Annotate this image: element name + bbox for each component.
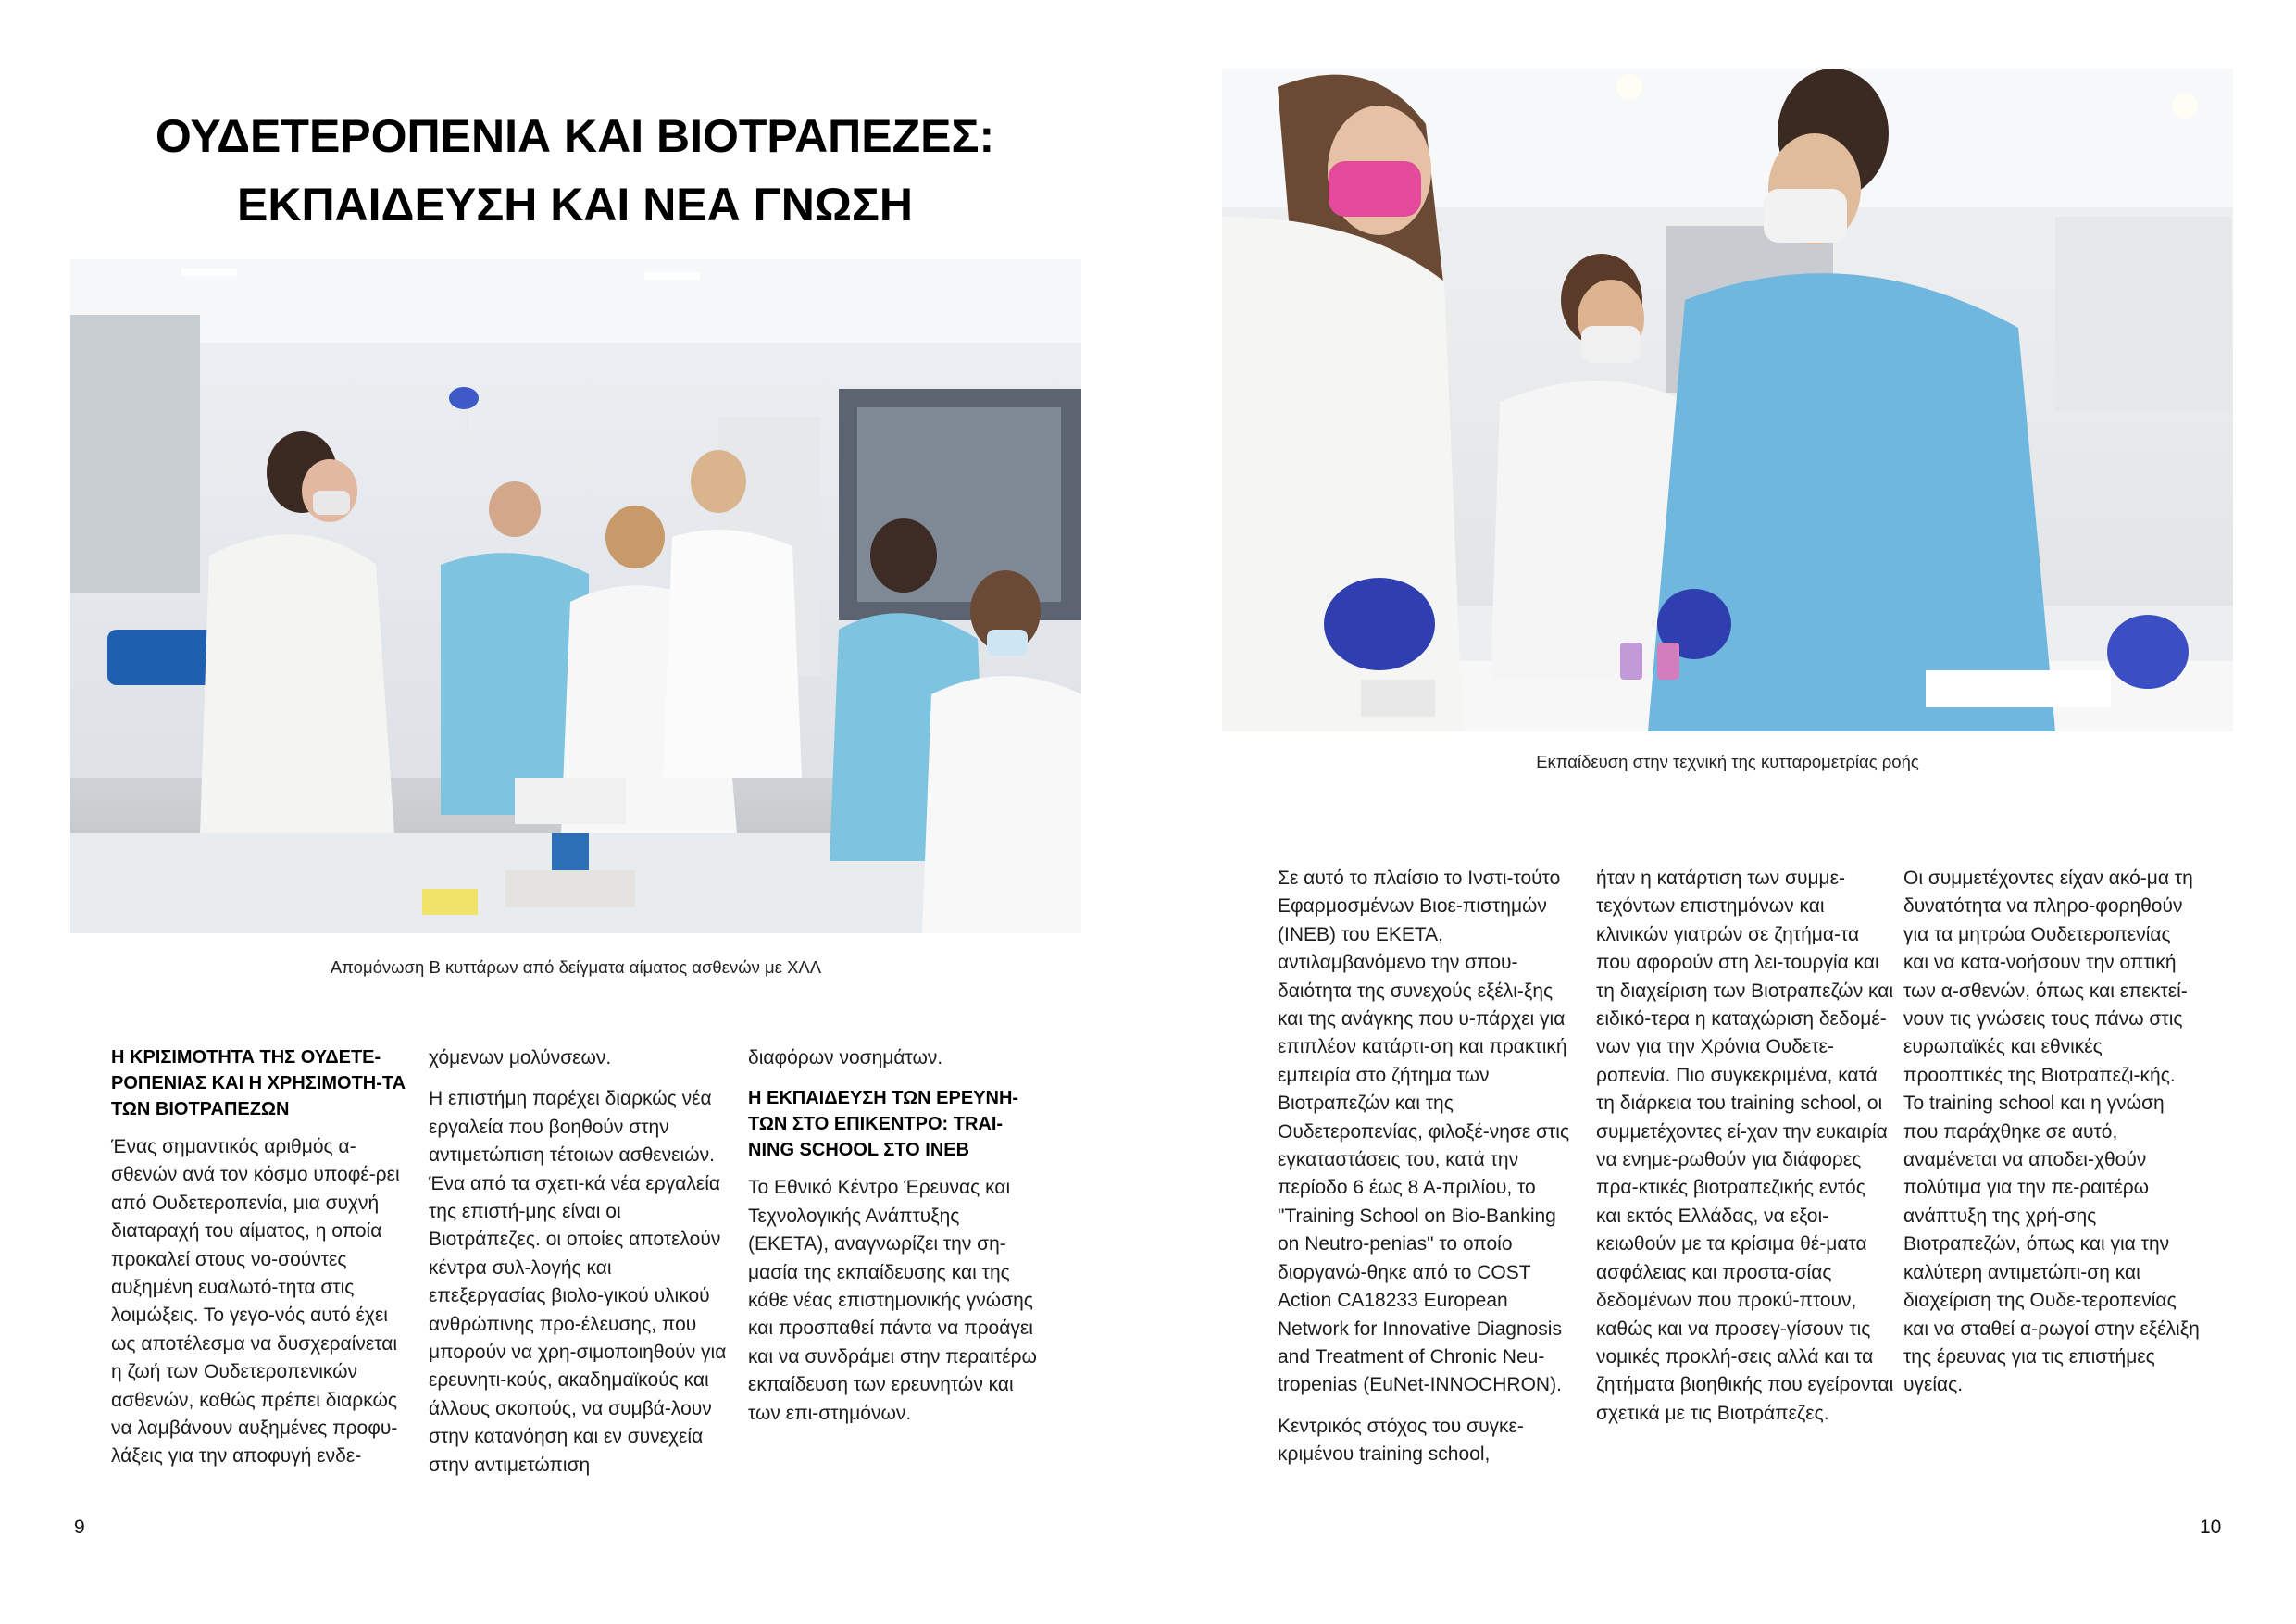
col1-paragraph: Ένας σημαντικός αριθμός α-σθενών ανά τον κόσμο υποφέ-ρει από Ουδετεροπενία, μια συχνή διαταραχή του αίματος, η οποία προκαλεί στους νο-σούντες αυξημένη ευαλωτό-τητα στις λοιμώξεις. Το γεγο-νός αυτό έχει ως αποτέλεσμα να δυσχεραίνεται η ζωή των Ουδετεροπενικών ασθενών, καθώς πρέπει διαρκώς να λαμβάνουν αυξημένες προφυ-λάξεις για την αποφυγή ενδε- (111, 1136, 400, 1468)
title-line-2: ΕΚΠΑΙΔΕΥΣΗ ΚΑΙ ΝΕΑ ΓΝΩΣΗ (236, 179, 914, 231)
right-column-1 (1278, 865, 1576, 1482)
section-heading-training: Η ΕΚΠΑΙΔΕΥΣΗ ΤΩΝ ΕΡΕΥΝΗ-ΤΩΝ ΣΤΟ ΕΠΙΚΕΝΤΡΟ: TRAI-NING SCHOOL ΣΤΟ ΙΝΕΒ (748, 1088, 1019, 1161)
right-page (1148, 0, 2296, 1624)
title-line-1: ΟΥΔΕΤΕΡΟΠΕΝΙΑ ΚΑΙ ΒΙΟΤΡΑΠΕΖΕΣ: (155, 110, 995, 162)
left-column-1 (111, 1044, 407, 1484)
page-number-right: 10 (2200, 1517, 2222, 1538)
col2-paragraph-2: Η επιστήμη παρέχει διαρκώς νέα εργαλεία που βοηθούν στην αντιμετώπιση τέτοιων ασθενειών. Ένα από τα σχετι-κά νέα εργαλεία της επιστή-μης είναι οι Βιοτράπεζες. οι οποίες αποτελούν κέντρα συλ-λογής και επεξεργασίας βιολο-γικού υλικού ανθρώπινης προ-έλευσης, που μπορούν να χρη-σιμοποιηθούν για ερευνητι-κούς, ακαδημαϊκούς και άλλους σκοπούς, να συμβά-λουν στην κατανόηση και εν συνεχεία στην αντιμετώπιση (429, 1088, 727, 1476)
left-photo-caption: Απομόνωση Β κυττάρων από δείγματα αίματος ασθενών με ΧΛΛ (330, 957, 822, 977)
right-column-3 (1903, 865, 2200, 1413)
page-number-left: 9 (74, 1517, 85, 1538)
right-col2-paragraph-1: ήταν η κατάρτιση των συμμε-τεχόντων επιστημόνων και κλινικών γιατρών σε ζητήμα-τα που αφορούν στη λει-τουργία και τη διαχείριση των Βιοτραπεζών και ειδικό-τερα η καταχώριση δεδομέ-νων για την Χρόνια Ουδετε-ροπενία. Πιο συγκεκριμένα, κατά τη διάρκεια του training school, οι συμμετέχοντες εί-χαν την ευκαιρία να ενημε-ρωθούν για διάφορες πρα-κτικές βιοτραπεζικής εντός και εκτός Ελλάδας, να εξοι-κειωθούν με τα κρίσιμα θέ-ματα ασφάλειας και προστα-σίας δεδομένων που προκύ-πτουν, καθώς και να προσεγ-γίσουν τις νομικές προκλή-σεις αλλά και τα ζητήματα βιοηθικής που εγείρονται σχετικά με τις Βιοτράπεζες. (1596, 868, 1894, 1424)
col2-paragraph-1: χόμενων μολύνσεων. (429, 1047, 612, 1068)
left-column-2 (429, 1044, 727, 1493)
col3-paragraph-2: Το Εθνικό Κέντρο Έρευνας και Τεχνολογικής Ανάπτυξης (ΕΚΕΤΑ), αναγνωρίζει την ση-μασία της εκπαίδευσης και της κάθε νέας επιστημονικής γνώσης και προσπαθεί πάντα να προάγει και να συνδράμει στην περαιτέρω εκπαίδευση των ερευνητών και των επι-στημόνων. (748, 1177, 1037, 1424)
right-column-2 (1596, 865, 1894, 1441)
right-photo-caption: Εκπαίδευση στην τεχνική της κυτταρομετρίας ροής (1536, 752, 1919, 771)
right-col1-paragraph-2: Κεντρικός στόχος του συγκε-κριμένου training school, (1278, 1415, 1524, 1466)
right-col1-paragraph-1: Σε αυτό το πλαίσιο το Ινστι-τούτο Εφαρμοσμένων Βιοε-πιστημών (ΙΝΕΒ) του ΕΚΕΤΑ, αντιλαμβανόμενο την σπου-δαιότητα της συνεχούς εξέλι-ξης και της ανάγκης που υ-πάρχει για επιπλέον κατάρτι-ση και πρακτική εμπειρία στο ζήτημα των Βιοτραπεζών και της Ουδετεροπενίας, φιλοξέ-νησε στις εγκαταστάσεις του, κατά την περίοδο 6 έως 8 Α-πριλίου, το "Training School on Bio-Banking on Neutro-penias" το οποίο διοργανώ-θηκε από το COST Action CA18233 European Network for Innovative Diagnosis and Treatment of Chronic Neu-tropenias (EuNet-INNOCHRON). (1278, 868, 1570, 1396)
section-heading-criticality: Η ΚΡΙΣΙΜΟΤΗΤΑ ΤΗΣ ΟΥΔΕΤΕ-ΡΟΠΕΝΙΑΣ ΚΑΙ Η ΧΡΗΣΙΜΟΤΗ-ΤΑ ΤΩΝ ΒΙΟΤΡΑΠΕΖΩΝ (111, 1047, 406, 1119)
right-col3-paragraph-1: Οι συμμετέχοντες είχαν ακό-μα τη δυνατότητα να πληρο-φορηθούν για τα μητρώα Ουδετεροπενίας και να κατα-νοήσουν την οπτική των α-σθενών, όπως και επεκτεί-νουν τις γνώσεις τους πάνω στις ευρωπαϊκές και εθνικές προοπτικές της Βιοτραπεζι-κής. Το training school και η γνώση που παράχθηκε σε αυτό, αναμένεται να αποδει-χθούν πολύτιμα για την πε-ραιτέρω ανάπτυξη της χρή-σης Βιοτραπεζών, όπως και για την καλύτερη αντιμετώπι-ση και διαχείριση της Ουδε-τεροπενίας και να σταθεί α-ρωγοί στην εξέλιξη της έρευνας για τις επιστήμες υγείας. (1903, 868, 2200, 1396)
lab-photo-b-cells (70, 259, 1081, 933)
lab-photo-flow-cytometry (1222, 69, 2233, 731)
col3-paragraph-1: διαφόρων νοσημάτων. (748, 1047, 943, 1068)
article-title (70, 102, 1079, 239)
left-column-3 (748, 1044, 1044, 1441)
